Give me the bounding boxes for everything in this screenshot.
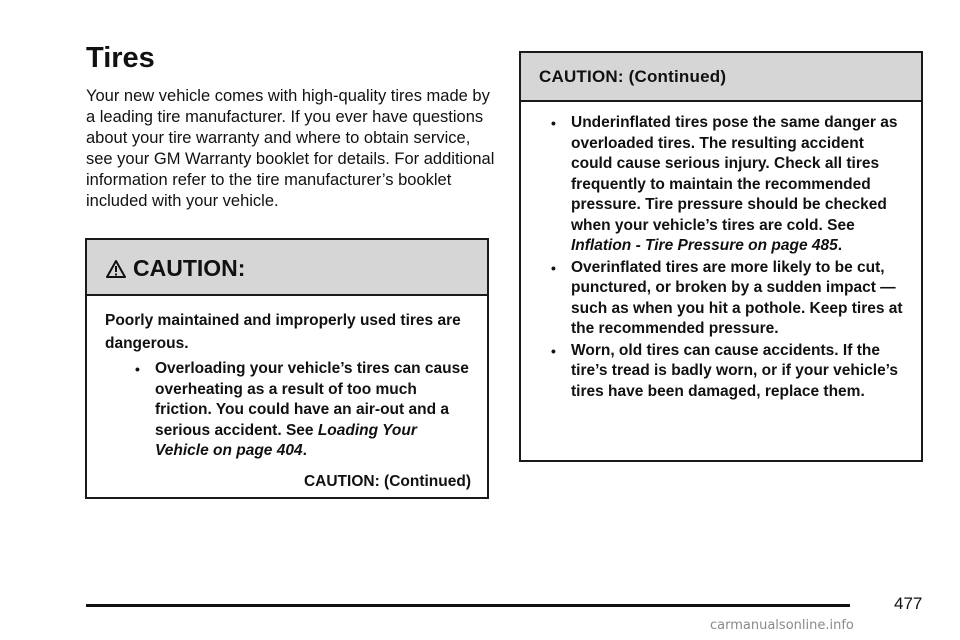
caution-item-text: Overloading your vehicle’s tires can cause overheating as a result of too much friction. You could have an air-out and a serious accident. See — [155, 360, 469, 439]
caution-box — [85, 238, 489, 499]
caution-continued-body — [521, 102, 921, 402]
caution-item-text: Worn, old tires can cause accidents. If the tire’s tread is badly worn, or if your vehicle’s tires have been damaged, replace them. — [571, 341, 899, 400]
caution-continued-box — [519, 51, 923, 462]
page-reference-link[interactable]: Inflation - Tire Pressure on page 485 — [571, 237, 838, 254]
caution-continued-label: CAUTION: (Continued) — [303, 472, 471, 490]
caution-item-text: Overinflated tires are more likely to be cut, punctured, or broken by a sudden impact — such as when you hit a pothole. Keep tires at the recommended pressure. — [571, 258, 903, 337]
caution-box-header — [87, 240, 487, 296]
bullet: • — [135, 361, 140, 377]
caution-continued-list — [551, 113, 907, 402]
footer-rule — [86, 604, 850, 607]
caution-item — [135, 359, 473, 462]
bullet: • — [551, 115, 556, 131]
caution-item-end: . — [302, 442, 307, 459]
caution-item — [551, 113, 907, 257]
caution-item-end: . — [837, 237, 843, 254]
page-number: 477 — [894, 594, 923, 613]
page-title: Tires — [86, 42, 155, 74]
caution-box-body — [87, 296, 487, 492]
bullet: • — [551, 259, 556, 276]
page-reference-link[interactable]: Loading Your Vehicle on page 404 — [155, 421, 417, 459]
caution-item — [551, 341, 907, 403]
watermark: carmanualsonline.info — [710, 618, 854, 633]
bullet: • — [551, 342, 556, 359]
caution-item-text: Underinflated tires pose the same danger as overloaded tires. The resulting accident could cause serious injury. Check all tires frequently to maintain the recommended pressure. Tire pressure should be checked when your vehicle’s tires are cold. See — [571, 114, 898, 234]
caution-heading: CAUTION: — [133, 255, 246, 281]
intro-paragraph: Your new vehicle comes with high-quality tires made by a leading tire manufacturer. If you ever have questions about your tire warranty and where to obtain service, see your GM Warranty booklet for details. For additional information refer to the tire manufacturer’s booklet included with your vehicle. — [86, 87, 495, 210]
warning-triangle-icon — [105, 258, 127, 285]
caution-item — [551, 258, 907, 340]
caution-continued-header: CAUTION: (Continued) — [521, 53, 921, 102]
caution-list — [105, 359, 473, 462]
caution-lead: Poorly maintained and improperly used tires are dangerous. — [105, 312, 461, 352]
